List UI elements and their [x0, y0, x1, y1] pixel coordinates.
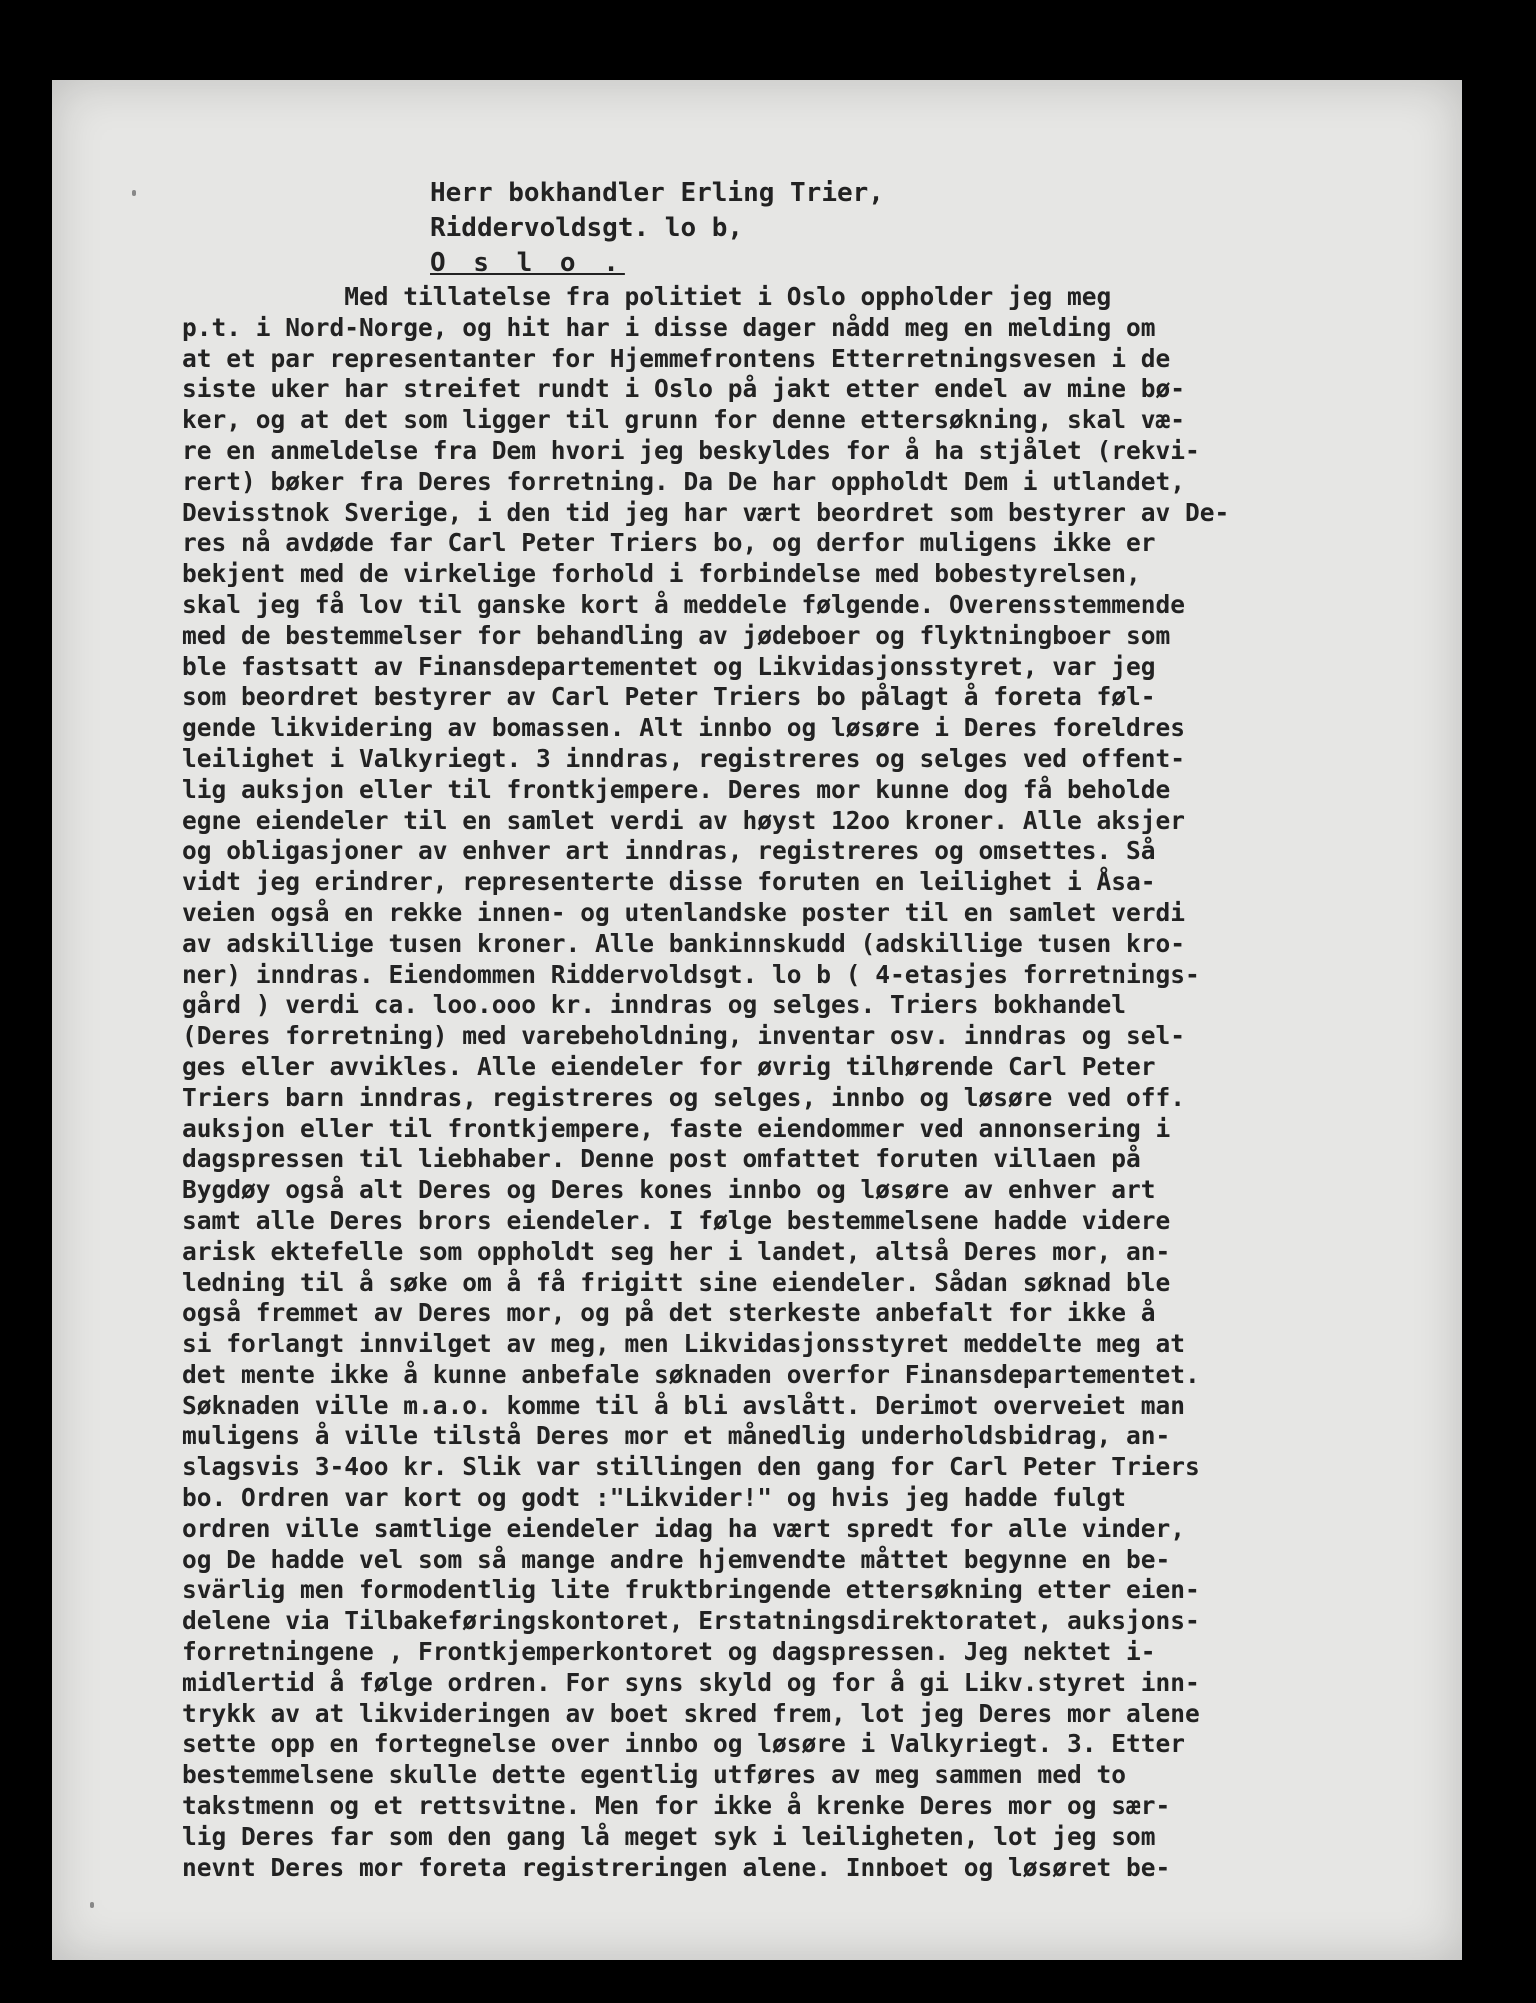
- text-line: og De hadde vel som så mange andre hjemvendte måttet begynne en be-: [182, 1544, 1171, 1574]
- text-line: Devisstnok Sverige, i den tid jeg har vært beordret som bestyrer av De-: [182, 497, 1230, 527]
- text-line: med de bestemmelser for behandling av jødeboer og flyktningboer som: [182, 620, 1171, 650]
- text-line: ner) inndras. Eiendommen Riddervoldsgt. lo b ( 4-etasjes forretnings-: [182, 959, 1200, 989]
- text-line: også fremmet av Deres mor, og på det sterkeste anbefalt for ikke å: [182, 1298, 1156, 1328]
- text-line: lig auksjon eller til frontkjempere. Deres mor kunne dog få beholde: [182, 774, 1171, 804]
- text-line: re en anmeldelse fra Dem hvori jeg beskyldes for å ha stjålet (rekvi-: [182, 435, 1200, 465]
- text-line: ledning til å søke om å få frigitt sine eiendeler. Sådan søknad ble: [182, 1267, 1171, 1297]
- text-line: egne eiendeler til en samlet verdi av høyst 12oo kroner. Alle aksjer: [182, 805, 1186, 835]
- text-line: og obligasjoner av enhver art inndras, registreres og omsettes. Så: [182, 836, 1156, 866]
- letter-body: [182, 282, 1452, 1883]
- text-line: auksjon eller til frontkjempere, faste eiendommer ved annonsering i: [182, 1113, 1171, 1143]
- text-line: veien også en rekke innen- og utenlandske poster til en samlet verdi: [182, 897, 1186, 927]
- text-line: dagspressen til liebhaber. Denne post omfattet foruten villaen på: [182, 1144, 1141, 1174]
- text-line: samt alle Deres brors eiendeler. I følge bestemmelsene hadde videre: [182, 1205, 1171, 1235]
- text-line: Med tillatelse fra politiet i Oslo oppholder jeg meg: [182, 282, 1112, 311]
- text-line: ble fastsatt av Finansdepartementet og Likvidasjonsstyret, var jeg: [182, 651, 1156, 681]
- text-line: (Deres forretning) med varebeholdning, inventar osv. inndras og sel-: [182, 1021, 1186, 1051]
- recipient-city: O s l o .: [430, 248, 625, 278]
- text-line: Triers barn inndras, registreres og selges, innbo og løsøre ved off.: [182, 1082, 1186, 1112]
- text-line: midlertid å følge ordren. For syns skyld og for å gi Likv.styret inn-: [182, 1667, 1200, 1697]
- text-line: Søknaden ville m.a.o. komme til å bli avslått. Derimot overveiet man: [182, 1390, 1186, 1420]
- paper-speck: [132, 190, 136, 196]
- text-line: lig Deres far som den gang lå meget syk i leiligheten, lot jeg som: [182, 1821, 1156, 1851]
- text-line: sette opp en fortegnelse over innbo og løsøre i Valkyriegt. 3. Etter: [182, 1729, 1186, 1759]
- text-line: gende likvidering av bomassen. Alt innbo og løsøre i Deres foreldres: [182, 713, 1186, 743]
- text-line: at et par representanter for Hjemmefrontens Etterretningsvesen i de: [182, 343, 1171, 373]
- text-line: bestemmelsene skulle dette egentlig utføres av meg sammen med to: [182, 1760, 1127, 1790]
- text-line: det mente ikke å kunne anbefale søknaden overfor Finansdepartementet.: [182, 1359, 1200, 1389]
- text-line: rert) bøker fra Deres forretning. Da De har oppholdt Dem i utlandet,: [182, 466, 1186, 496]
- text-line: bo. Ordren var kort og godt :"Likvider!" og hvis jeg hadde fulgt: [182, 1483, 1127, 1513]
- text-line: nevnt Deres mor foreta registreringen alene. Innboet og løsøret be-: [182, 1852, 1171, 1882]
- text-line: som beordret bestyrer av Carl Peter Triers bo pålagt å foreta føl-: [182, 682, 1156, 712]
- text-line: siste uker har streifet rundt i Oslo på jakt etter endel av mine bø-: [182, 374, 1186, 404]
- text-line: ker, og at det som ligger til grunn for denne ettersøkning, skal væ-: [182, 405, 1186, 435]
- text-line: skal jeg få lov til ganske kort å meddele følgende. Overensstemmende: [182, 589, 1186, 619]
- recipient-street: Riddervoldsgt. lo b,: [430, 213, 744, 243]
- text-line: bekjent med de virkelige forhold i forbindelse med bobestyrelsen,: [182, 559, 1141, 589]
- text-line: ordren ville samtlige eiendeler idag ha vært spredt for alle vinder,: [182, 1513, 1186, 1543]
- text-line: slagsvis 3-4oo kr. Slik var stillingen den gang for Carl Peter Triers: [182, 1452, 1200, 1482]
- text-line: res nå avdøde far Carl Peter Triers bo, og derfor muligens ikke er: [182, 528, 1156, 558]
- letter-page: [52, 80, 1462, 1960]
- text-line: si forlangt innvilget av meg, men Likvidasjonsstyret meddelte meg at: [182, 1329, 1186, 1359]
- text-line: trykk av at likvideringen av boet skred frem, lot jeg Deres mor alene: [182, 1698, 1200, 1728]
- text-line: svärlig men formodentlig lite fruktbringende ettersøkning etter eien-: [182, 1575, 1200, 1605]
- recipient-address: [430, 176, 884, 281]
- paper-speck: [90, 1902, 94, 1908]
- text-line: muligens å ville tilstå Deres mor et månedlig underholdsbidrag, an-: [182, 1421, 1171, 1451]
- text-line: gård ) verdi ca. loo.ooo kr. inndras og selges. Triers bokhandel: [182, 990, 1127, 1020]
- text-line: forretningene , Frontkjemperkontoret og dagspressen. Jeg nektet i-: [182, 1637, 1156, 1667]
- recipient-name: Herr bokhandler Erling Trier,: [430, 178, 884, 208]
- text-line: arisk ektefelle som oppholdt seg her i landet, altså Deres mor, an-: [182, 1236, 1171, 1266]
- text-line: delene via Tilbakeføringskontoret, Erstatningsdirektoratet, auksjons-: [182, 1606, 1200, 1636]
- text-line: p.t. i Nord-Norge, og hit har i disse dager nådd meg en melding om: [182, 312, 1156, 342]
- text-line: av adskillige tusen kroner. Alle bankinnskudd (adskillige tusen kro-: [182, 928, 1186, 958]
- text-line: vidt jeg erindrer, representerte disse foruten en leilighet i Åsa-: [182, 867, 1156, 897]
- text-line: takstmenn og et rettsvitne. Men for ikke å krenke Deres mor og sær-: [182, 1791, 1171, 1821]
- text-line: leilighet i Valkyriegt. 3 inndras, registreres og selges ved offent-: [182, 743, 1186, 773]
- text-line: Bygdøy også alt Deres og Deres kones innbo og løsøre av enhver art: [182, 1175, 1156, 1205]
- text-line: ges eller avvikles. Alle eiendeler for øvrig tilhørende Carl Peter: [182, 1051, 1156, 1081]
